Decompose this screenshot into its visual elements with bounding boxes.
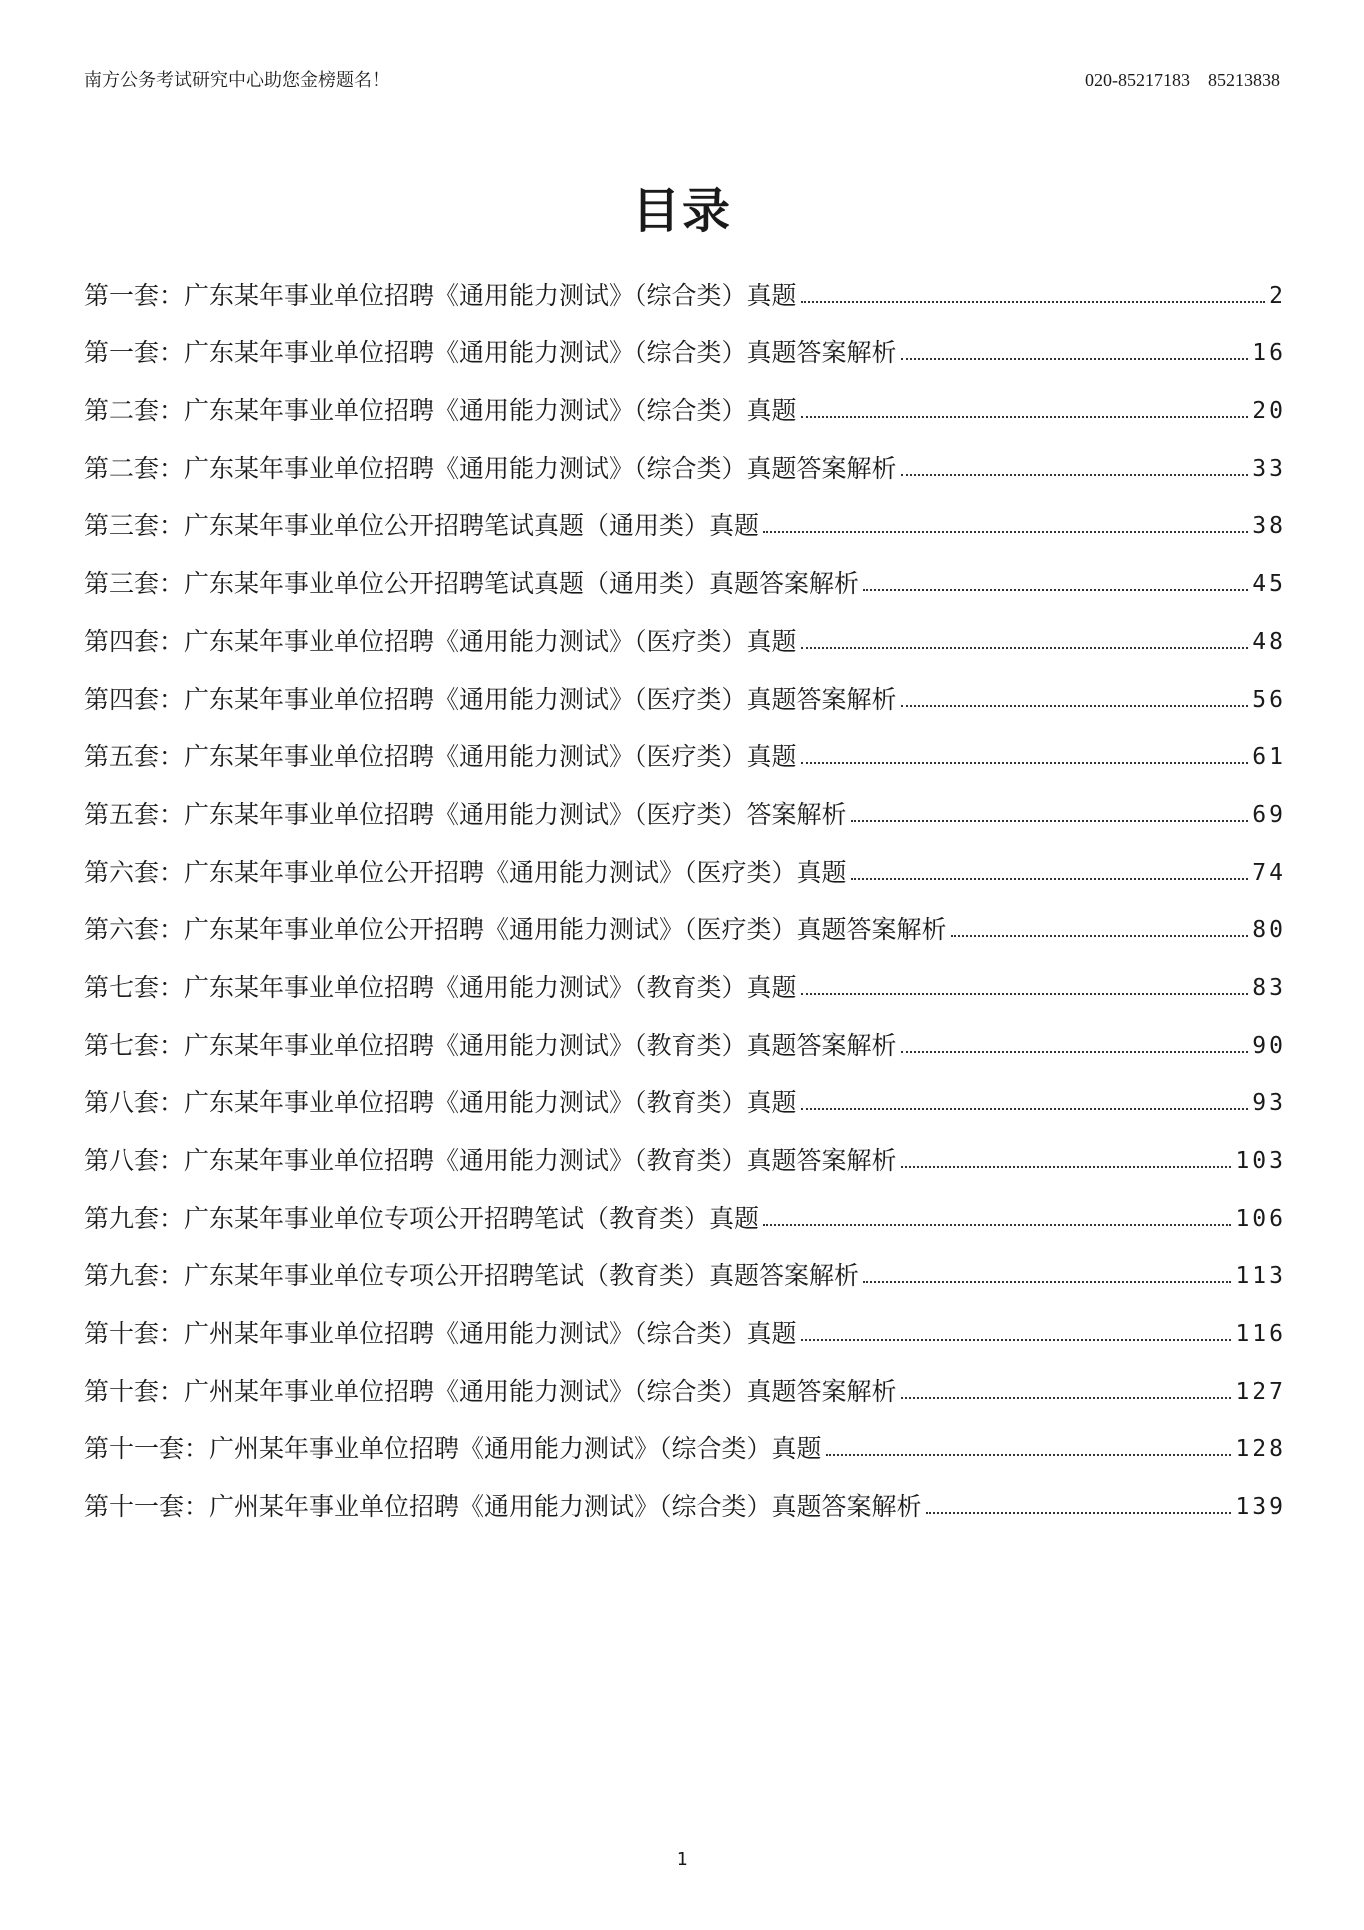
- toc-entry[interactable]: [84, 541, 1286, 599]
- toc-entry-title[interactable]: 第六套：广东某年事业单位公开招聘《通用能力测试》（医疗类）真题: [84, 857, 847, 887]
- toc-dot-leader: [851, 878, 1249, 880]
- toc-entry[interactable]: [84, 945, 1286, 1003]
- toc-entry-title[interactable]: 第十一套：广州某年事业单位招聘《通用能力测试》（综合类）真题: [84, 1434, 822, 1464]
- toc-entry-title[interactable]: 第八套：广东某年事业单位招聘《通用能力测试》（教育类）真题答案解析: [84, 1146, 897, 1175]
- toc-dot-leader: [901, 1166, 1232, 1168]
- header-slogan: 南方公务考试研究中心助您金榜题名！: [84, 70, 390, 91]
- toc-entry[interactable]: [84, 368, 1286, 426]
- toc-dot-leader: [951, 935, 1249, 937]
- toc-entry-page[interactable]: 74: [1252, 859, 1286, 886]
- toc-entry[interactable]: [84, 715, 1286, 773]
- toc-entry-page[interactable]: 56: [1252, 686, 1286, 713]
- page-title: 目录: [631, 183, 732, 239]
- toc-entry-title[interactable]: 第二套：广东某年事业单位招聘《通用能力测试》（综合类）真题: [84, 396, 797, 426]
- toc-entry[interactable]: [84, 253, 1286, 311]
- toc-dot-leader: [801, 416, 1249, 418]
- toc-entry-page[interactable]: 128: [1235, 1436, 1286, 1463]
- toc-entry-page[interactable]: 103: [1235, 1148, 1286, 1174]
- toc-dot-leader: [901, 705, 1249, 707]
- toc-entry[interactable]: [84, 657, 1286, 715]
- toc-entry-title[interactable]: 第十一套：广州某年事业单位招聘《通用能力测试》（综合类）真题答案解析: [84, 1492, 922, 1522]
- toc-entry-title[interactable]: 第八套：广东某年事业单位招聘《通用能力测试》（教育类）真题: [84, 1088, 797, 1118]
- toc-entry-page[interactable]: 83: [1252, 974, 1286, 1001]
- toc-dot-leader: [926, 1512, 1232, 1514]
- toc-entry-page[interactable]: 127: [1235, 1378, 1286, 1405]
- page-number: 1: [676, 1849, 688, 1870]
- page-header: [84, 66, 1280, 96]
- toc-entry[interactable]: [84, 311, 1286, 369]
- toc-entry-page[interactable]: 113: [1235, 1263, 1286, 1290]
- toc-entry-page[interactable]: 116: [1235, 1321, 1286, 1348]
- toc-dot-leader: [901, 1051, 1249, 1053]
- toc-entry-title[interactable]: 第十套：广州某年事业单位招聘《通用能力测试》（综合类）真题: [84, 1319, 797, 1349]
- toc-dot-leader: [863, 1281, 1231, 1283]
- toc-dot-leader: [901, 474, 1249, 476]
- toc-entry-title[interactable]: 第一套：广东某年事业单位招聘《通用能力测试》（综合类）真题答案解析: [84, 338, 897, 368]
- toc-entry[interactable]: [84, 1176, 1286, 1234]
- toc-entry-title[interactable]: 第五套：广东某年事业单位招聘《通用能力测试》（医疗类）真题: [84, 742, 797, 772]
- toc-entry-title[interactable]: 第六套：广东某年事业单位公开招聘《通用能力测试》（医疗类）真题答案解析: [84, 915, 947, 945]
- toc-entry[interactable]: [84, 830, 1286, 888]
- toc-dot-leader: [801, 647, 1249, 649]
- toc-entry[interactable]: [84, 484, 1286, 542]
- toc-entry-title[interactable]: 第四套：广东某年事业单位招聘《通用能力测试》（医疗类）真题: [84, 626, 797, 656]
- toc-entry-page[interactable]: 38: [1252, 513, 1286, 540]
- toc-dot-leader: [763, 1224, 1231, 1226]
- toc-entry[interactable]: [84, 599, 1286, 657]
- toc-entry-page[interactable]: 45: [1252, 571, 1286, 598]
- toc-entry[interactable]: [84, 1349, 1286, 1407]
- toc-entry-title[interactable]: 第三套：广东某年事业单位公开招聘笔试真题（通用类）真题: [84, 511, 760, 541]
- toc-dot-leader: [901, 358, 1249, 360]
- toc-dot-leader: [801, 301, 1266, 303]
- toc-dot-leader: [801, 762, 1249, 764]
- toc-entry-title[interactable]: 第九套：广东某年事业单位专项公开招聘笔试（教育类）真题: [84, 1203, 760, 1233]
- toc-entry-title[interactable]: 第二套：广东某年事业单位招聘《通用能力测试》（综合类）真题答案解析: [84, 453, 897, 483]
- table-of-contents: [84, 253, 1286, 1522]
- toc-dot-leader: [763, 531, 1248, 533]
- toc-entry[interactable]: [84, 1464, 1286, 1522]
- toc-entry-title[interactable]: 第七套：广东某年事业单位招聘《通用能力测试》（教育类）真题: [84, 972, 797, 1002]
- toc-entry-page[interactable]: 90: [1252, 1032, 1286, 1059]
- toc-entry[interactable]: [84, 888, 1286, 946]
- toc-dot-leader: [901, 1397, 1232, 1399]
- toc-entry[interactable]: [84, 1234, 1286, 1292]
- header-phone: 020-85217183 85213838: [1085, 70, 1280, 90]
- toc-entry-page[interactable]: 48: [1252, 628, 1286, 655]
- toc-entry[interactable]: [84, 1118, 1286, 1176]
- toc-entry-page[interactable]: 20: [1252, 398, 1286, 425]
- toc-dot-leader: [863, 589, 1248, 591]
- toc-entry[interactable]: [84, 1407, 1286, 1465]
- toc-entry-page[interactable]: 2: [1269, 282, 1286, 309]
- toc-entry-page[interactable]: 16: [1252, 340, 1286, 367]
- toc-entry[interactable]: [84, 1061, 1286, 1119]
- toc-entry-title[interactable]: 第四套：广东某年事业单位招聘《通用能力测试》（医疗类）真题答案解析: [84, 684, 897, 714]
- toc-entry-page[interactable]: 80: [1252, 917, 1286, 944]
- toc-entry[interactable]: [84, 426, 1286, 484]
- toc-entry-page[interactable]: 106: [1235, 1205, 1286, 1232]
- toc-entry-title[interactable]: 第九套：广东某年事业单位专项公开招聘笔试（教育类）真题答案解析: [84, 1261, 860, 1291]
- toc-entry-title[interactable]: 第一套：广东某年事业单位招聘《通用能力测试》（综合类）真题: [84, 280, 797, 310]
- toc-entry[interactable]: [84, 772, 1286, 830]
- toc-entry-page[interactable]: 69: [1252, 801, 1286, 828]
- toc-dot-leader: [801, 1108, 1249, 1110]
- toc-entry-page[interactable]: 93: [1252, 1090, 1286, 1117]
- toc-entry-title[interactable]: 第十套：广州某年事业单位招聘《通用能力测试》（综合类）真题答案解析: [84, 1376, 897, 1406]
- toc-dot-leader: [801, 993, 1249, 995]
- toc-entry-title[interactable]: 第三套：广东某年事业单位公开招聘笔试真题（通用类）真题答案解析: [84, 569, 860, 599]
- toc-entry-page[interactable]: 33: [1252, 455, 1286, 482]
- toc-dot-leader: [851, 820, 1249, 822]
- toc-entry-page[interactable]: 139: [1235, 1494, 1286, 1521]
- toc-entry[interactable]: [84, 1003, 1286, 1061]
- toc-entry-title[interactable]: 第七套：广东某年事业单位招聘《通用能力测试》（教育类）真题答案解析: [84, 1030, 897, 1060]
- toc-entry-title[interactable]: 第五套：广东某年事业单位招聘《通用能力测试》（医疗类）答案解析: [84, 799, 847, 829]
- toc-entry[interactable]: [84, 1291, 1286, 1349]
- toc-entry-page[interactable]: 61: [1252, 744, 1286, 771]
- toc-dot-leader: [826, 1454, 1232, 1456]
- toc-dot-leader: [801, 1339, 1232, 1341]
